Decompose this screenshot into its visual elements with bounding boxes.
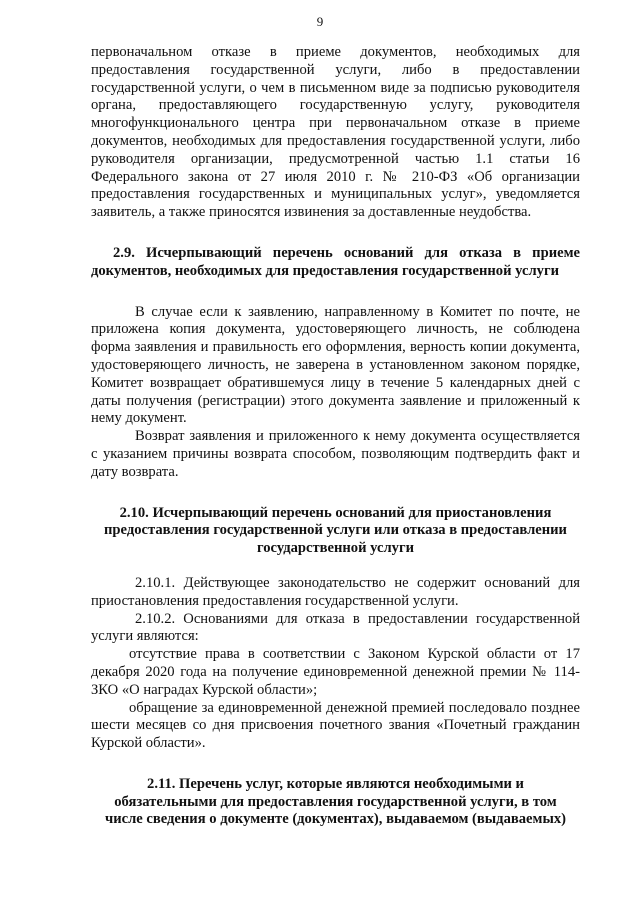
section-2-10-paragraph-3: отсутствие права в соответствии с Законом Курской области от 17 декабря 2020 года на получение единовременной денежной премии № 114-ЗКО «О наградах Курской области»; <box>91 646 580 698</box>
spacer <box>91 482 580 505</box>
section-2-10-heading-line: 2.10. Исчерпывающий перечень оснований для приостановления <box>119 504 552 521</box>
section-2-11-heading <box>91 776 580 829</box>
section-2-10-paragraph-4: обращение за единовременной денежной премией последовало позднее шести месяцев со дня присвоения почетного звания «Почетный гражданин Курской области». <box>91 699 580 752</box>
spacer <box>91 281 580 304</box>
section-2-10-heading-line: предоставления государственной услуги или отказа в предоставлении <box>104 522 567 539</box>
paragraph-continuation: первоначальном отказе в приеме документов, необходимых для предоставления государственной услуги, либо в предоставлении государственной услуги, о чем в письменном виде за подписью руководителя органа, предоставляющего государственную услугу, руководителя многофункционального центра при первоначальном отказе в приеме документов, необходимых для предоставления государственной услуги, либо руководителя организации, предусмотренной частью 1.1 статьи 16 Федерального закона от 27 июля 2010 г. № 210-ФЗ «Об организации предоставления государственных и муниципальных услуг», уведомляется заявитель, а также приносятся извинения за доставленные неудобства. <box>91 44 580 221</box>
section-2-10-heading <box>91 505 580 558</box>
section-2-10-paragraph-2: 2.10.2. Основаниями для отказа в предоставлении государственной услуги являются: <box>91 610 580 645</box>
section-2-9-heading: 2.9. Исчерпывающий перечень оснований для отказа в приеме документов, необходимых для предоставления государственной услуги <box>91 244 580 279</box>
section-2-10-heading-line: государственной услуги <box>256 540 415 557</box>
section-2-9-paragraph-1: В случае если к заявлению, направленному в Комитет по почте, не приложена копия документа, удостоверяющего личность, не соблюдена форма заявления и правильность его оформления, верность копии документа, удостоверяющего личность, не заверена в установленном законом порядке, Комитет возвращает обратившемуся лицу в течение 5 календарных дней с даты получения (регистрации) этого документа заявление и приложенный к нему документ. <box>91 303 580 427</box>
document-body <box>91 44 580 829</box>
page-number: 9 <box>316 14 324 29</box>
spacer <box>91 558 580 575</box>
section-2-11-heading-line: 2.11. Перечень услуг, которые являются необходимыми и <box>147 775 524 792</box>
section-2-11-heading-line: числе сведения о документе (документах), выдаваемом (выдаваемых) <box>104 811 567 828</box>
spacer <box>91 222 580 245</box>
section-2-10-paragraph-1: 2.10.1. Действующее законодательство не содержит оснований для приостановления предоставления государственной услуги. <box>91 574 580 609</box>
section-2-11-heading-line: обязательными для предоставления государственной услуги, в том <box>114 793 557 810</box>
section-2-9-paragraph-2: Возврат заявления и приложенного к нему документа осуществляется с указанием причины возврата способом, позволяющим подтвердить факт и дату возврата. <box>91 428 580 480</box>
spacer <box>91 753 580 776</box>
